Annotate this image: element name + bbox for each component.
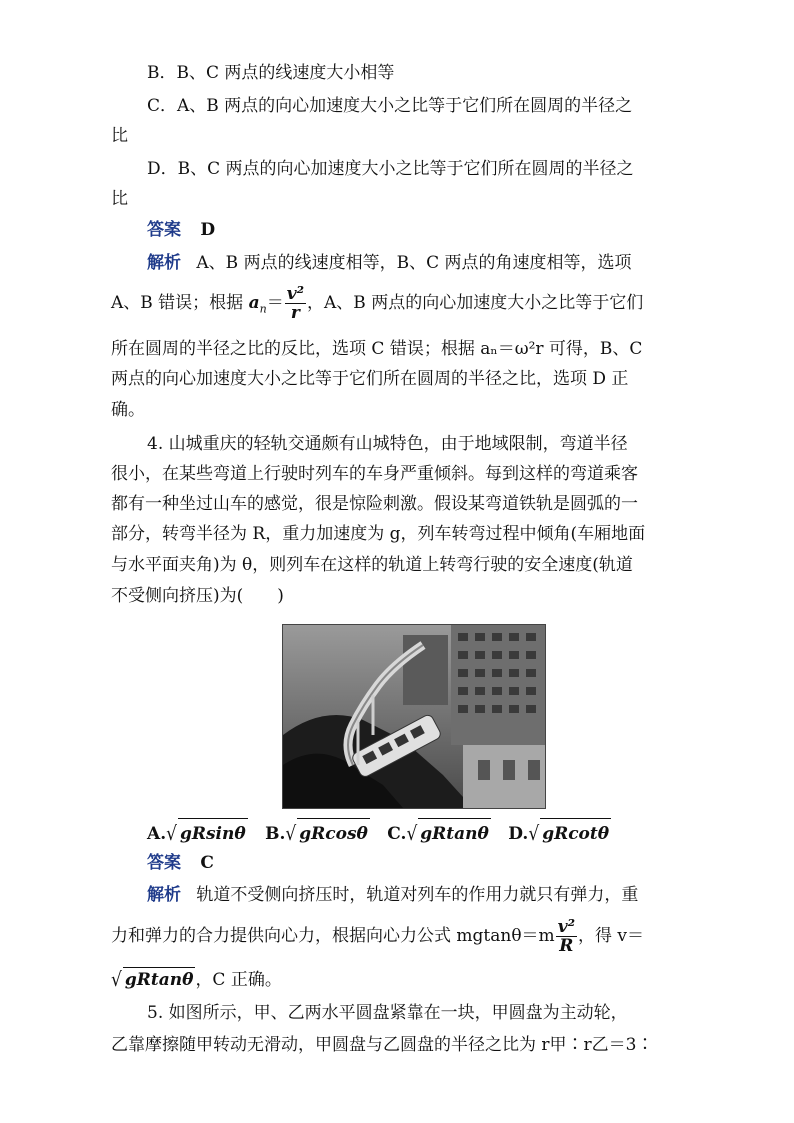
analysis-label: 解析	[147, 885, 181, 905]
option-b-label: B.	[265, 824, 286, 844]
analysis-q4-line1	[147, 883, 638, 907]
analysis-text: A、B 两点的线速度相等，B、C 两点的角速度相等，选项	[196, 253, 632, 273]
analysis-text: 力和弹力的合力提供向心力，根据向心力公式 mgtanθ＝m	[111, 926, 555, 946]
answer-label: 答案	[147, 220, 181, 240]
analysis-q3-line4: 两点的向心加速度大小之比等于它们所在圆周的半径之比，选项 D 正	[111, 369, 629, 389]
sqrt-icon: √	[528, 822, 540, 846]
option-d-label: D.	[508, 824, 529, 844]
question-4-line3: 都有一种坐过山车的感觉，很是惊险刺激。假设某弯道铁轨是圆弧的一	[111, 494, 638, 514]
question-4-line1: 4. 山城重庆的轻轨交通颇有山城特色，由于地域限制，弯道半径	[147, 434, 628, 454]
answer-row-q4	[147, 851, 214, 875]
option-c-radicand: gRtanθ	[418, 818, 491, 849]
fraction-denominator: R	[559, 936, 574, 956]
fraction-numerator: v²	[286, 284, 305, 304]
analysis-q3-line2	[111, 283, 643, 329]
sqrt-icon: √	[111, 968, 122, 992]
sqrt-icon: √	[285, 822, 297, 846]
question-5-line2: 乙靠摩擦随甲转动无滑动，甲圆盘与乙圆盘的半径之比为 r甲∶r乙＝3∶	[111, 1035, 654, 1055]
option-b: B．B、C 两点的线速度大小相等	[147, 63, 395, 83]
formula-subscript: n	[259, 302, 267, 316]
analysis-text: A、B 错误；根据	[111, 293, 249, 313]
answer-value: C	[200, 853, 214, 873]
analysis-q4-line3	[111, 967, 282, 992]
analysis-q3-line3: 所在圆周的半径之比的反比，选项 C 错误；根据 aₙ＝ω²r 可得，B、C	[111, 339, 643, 359]
analysis-label: 解析	[147, 253, 181, 273]
option-c-line2: 比	[111, 126, 128, 146]
analysis-text: ，A、B 两点的向心加速度大小之比等于它们	[307, 293, 644, 313]
question-5-line1: 5. 如图所示，甲、乙两水平圆盘紧靠在一块，甲圆盘为主动轮，	[147, 1003, 628, 1023]
option-c-label: C.	[387, 824, 407, 844]
formula-symbol: a	[248, 293, 260, 313]
option-d-radicand: gRcotθ	[540, 818, 611, 849]
analysis-text: 轨道不受侧向挤压时，轨道对列车的作用力就只有弹力，重	[196, 885, 639, 905]
fraction	[556, 918, 577, 955]
answer-value: D	[200, 220, 216, 240]
result-radicand: gRtanθ	[123, 967, 196, 992]
question-4-line4: 部分，转弯半径为 R，重力加速度为 g，列车转弯过程中倾角(车厢地面	[111, 524, 646, 544]
sqrt-icon: √	[406, 822, 418, 846]
analysis-text: ，得 v＝	[578, 926, 645, 946]
fraction	[285, 285, 306, 322]
fraction-numerator: v²	[557, 917, 576, 937]
sqrt-icon: √	[166, 822, 177, 846]
fraction-denominator: r	[290, 303, 300, 323]
option-b-radicand: gRcosθ	[297, 818, 370, 849]
answer-label: 答案	[147, 853, 181, 873]
option-c-line1: C．A、B 两点的向心加速度大小之比等于它们所在圆周的半径之	[147, 96, 633, 116]
formula-equals: ＝	[266, 293, 284, 313]
options-row-q4	[147, 818, 611, 849]
analysis-q3-line5: 确。	[111, 400, 145, 420]
question-4-line6: 不受侧向挤压)为( )	[111, 586, 284, 606]
monorail-photo	[282, 624, 546, 809]
option-d-line2: 比	[111, 189, 128, 209]
answer-row-q3	[147, 218, 215, 242]
option-d-line1: D．B、C 两点的向心加速度大小之比等于它们所在圆周的半径之	[147, 159, 634, 179]
monorail-photo-image	[283, 625, 545, 808]
analysis-q4-line2	[111, 915, 644, 957]
option-a-label: A.	[147, 824, 167, 844]
analysis-q3-line1	[147, 251, 631, 275]
question-4-line2: 很小，在某些弯道上行驶时列车的车身严重倾斜。每到这样的弯道乘客	[111, 464, 638, 484]
option-a-radicand: gRsinθ	[178, 818, 248, 849]
analysis-text: ，C 正确。	[195, 970, 282, 990]
question-4-line5: 与水平面夹角)为 θ，则列车在这样的轨道上转弯行驶的安全速度(轨道	[111, 555, 633, 575]
